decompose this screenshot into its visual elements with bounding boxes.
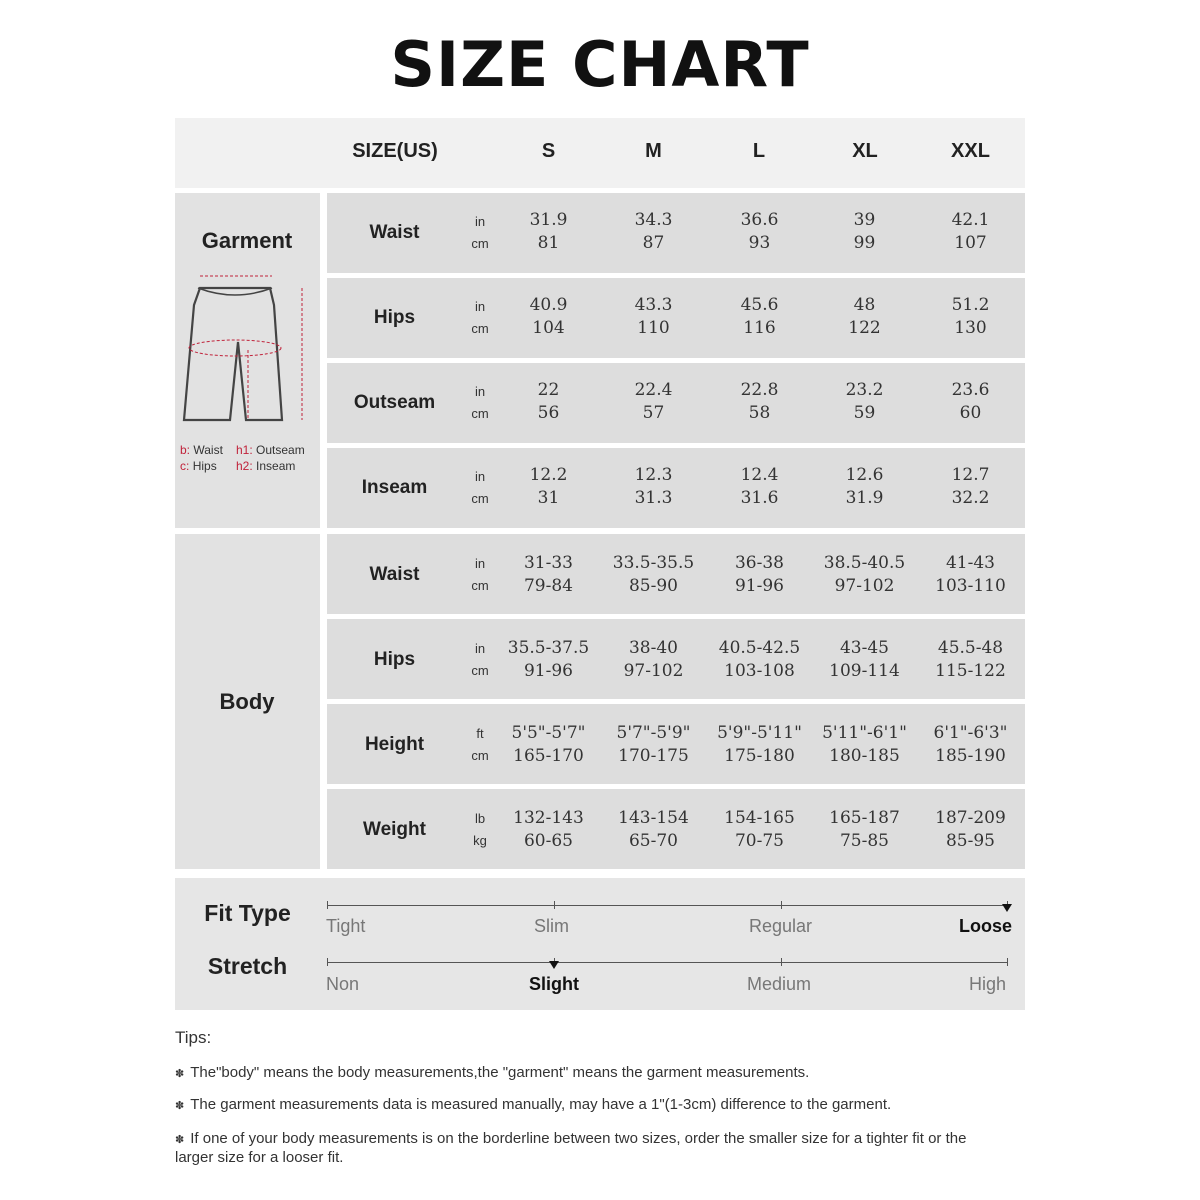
- cell-value: 87: [642, 233, 665, 253]
- cell-value: 104: [532, 318, 565, 338]
- cell-value: 93: [748, 233, 771, 253]
- cell-value: 23.6: [951, 380, 990, 400]
- row-label-body-weight: Weight: [363, 819, 426, 840]
- scale-tick: [327, 901, 328, 909]
- cell-value: 6'1"-6'3": [933, 723, 1008, 743]
- stretch-selected-marker: [549, 961, 559, 969]
- cell-value: 60-65: [523, 831, 573, 851]
- cell-value: 57: [642, 403, 665, 423]
- size-us-header: SIZE(US): [352, 140, 438, 162]
- cell-value: 12.3: [634, 465, 673, 485]
- stretch-option-1: Slight: [529, 974, 579, 994]
- cell-value: 99: [853, 233, 876, 253]
- cell-value: 33.5-35.5: [612, 553, 695, 573]
- garment-label: Garment: [201, 228, 293, 253]
- cell-value: 12.4: [740, 465, 779, 485]
- cell-value: 38-40: [628, 638, 678, 658]
- cell-value: 48: [853, 295, 876, 315]
- row-label-body-hips: Hips: [373, 649, 416, 670]
- cell-value: 185-190: [935, 746, 1006, 766]
- cell-value: 132-143: [513, 808, 584, 828]
- row-label-garment-hips: Hips: [373, 307, 416, 328]
- cell-value: 59: [853, 403, 876, 423]
- unit: in: [474, 556, 486, 571]
- cell-value: 65-70: [628, 831, 678, 851]
- unit: cm: [471, 491, 489, 506]
- cell-value: 34.3: [634, 210, 673, 230]
- cell-value: 31: [537, 488, 560, 508]
- cell-value: 5'7"-5'9": [616, 723, 691, 743]
- cell-value: 91-96: [523, 661, 573, 681]
- cell-value: 170-175: [618, 746, 689, 766]
- cell-value: 154-165: [724, 808, 795, 828]
- legend-hips: c: Hips: [180, 459, 217, 473]
- cell-value: 58: [748, 403, 771, 423]
- tip-item: ✽ If one of your body measurements is on the borderline between two sizes, order the smaller size for a tighter fit or the larger size for a looser fit.: [175, 1130, 967, 1166]
- cell-value: 81: [537, 233, 560, 253]
- fit-option-1: Slim: [534, 916, 569, 936]
- cell-value: 39: [853, 210, 876, 230]
- fit-option-2: Regular: [749, 916, 813, 936]
- cell-value: 36.6: [740, 210, 779, 230]
- cell-value: 85-95: [945, 831, 995, 851]
- cell-value: 75-85: [839, 831, 889, 851]
- cell-value: 22: [537, 380, 560, 400]
- unit: cm: [471, 748, 489, 763]
- unit: cm: [471, 406, 489, 421]
- cell-value: 130: [954, 318, 987, 338]
- fit-stretch-panel: [175, 878, 1025, 1010]
- cell-value: 31.6: [740, 488, 779, 508]
- page-title: SIZE CHART: [390, 28, 810, 101]
- cell-value: 103-108: [724, 661, 795, 681]
- size-header-m: M: [645, 140, 662, 162]
- cell-value: 41-43: [945, 553, 995, 573]
- row-label-garment-inseam: Inseam: [361, 477, 428, 498]
- stretch-option-0: Non: [326, 974, 360, 994]
- cell-value: 38.5-40.5: [823, 553, 906, 573]
- cell-value: 43.3: [634, 295, 673, 315]
- cell-value: 107: [954, 233, 987, 253]
- cell-value: 5'9"-5'11": [717, 723, 802, 743]
- unit: lb: [474, 811, 486, 826]
- cell-value: 165-170: [513, 746, 584, 766]
- cell-value: 103-110: [935, 576, 1006, 596]
- cell-value: 165-187: [829, 808, 900, 828]
- bullet-icon: ✽: [175, 1068, 185, 1080]
- cell-value: 5'11"-6'1": [822, 723, 907, 743]
- unit: cm: [471, 321, 489, 336]
- row-label-body-height: Height: [364, 734, 425, 755]
- cell-value: 97-102: [623, 661, 684, 681]
- fit-type-scale-line: [327, 905, 1008, 906]
- tip-item: ✽ The garment measurements data is measured manually, may have a 1"(1-3cm) difference to the garment.: [175, 1096, 892, 1113]
- cell-value: 36-38: [734, 553, 784, 573]
- size-header-xxl: XXL: [951, 140, 990, 162]
- fit-type-selected-marker: [1002, 904, 1012, 912]
- scale-tick: [781, 901, 782, 909]
- cell-value: 22.8: [740, 380, 779, 400]
- cell-value: 31.9: [529, 210, 568, 230]
- unit: kg: [473, 833, 487, 848]
- row-label-body-waist: Waist: [369, 564, 420, 585]
- cell-value: 12.2: [529, 465, 568, 485]
- legend-inseam: h2: Inseam: [236, 459, 296, 473]
- cell-value: 115-122: [935, 661, 1006, 681]
- cell-value: 5'5"-5'7": [511, 723, 586, 743]
- cell-value: 91-96: [734, 576, 784, 596]
- unit: in: [474, 641, 486, 656]
- fit-option-0: Tight: [326, 916, 366, 936]
- cell-value: 175-180: [724, 746, 795, 766]
- unit: cm: [471, 578, 489, 593]
- size-header-l: L: [752, 140, 766, 162]
- cell-value: 122: [848, 318, 881, 338]
- cell-value: 23.2: [845, 380, 884, 400]
- shorts-diagram-icon: [178, 270, 318, 440]
- body-label: Body: [219, 689, 275, 714]
- cell-value: 143-154: [618, 808, 689, 828]
- tips-title: Tips:: [175, 1028, 212, 1047]
- scale-tick: [1007, 958, 1008, 966]
- unit: in: [474, 299, 486, 314]
- bullet-icon: ✽: [175, 1100, 185, 1112]
- stretch-option-3: High: [969, 974, 1007, 994]
- unit: in: [474, 214, 486, 229]
- cell-value: 51.2: [951, 295, 990, 315]
- cell-value: 40.9: [529, 295, 568, 315]
- row-label-garment-outseam: Outseam: [353, 392, 436, 413]
- cell-value: 85-90: [628, 576, 678, 596]
- unit: ft: [476, 726, 484, 741]
- scale-tick: [327, 958, 328, 966]
- bullet-icon: ✽: [175, 1134, 185, 1146]
- scale-tick: [554, 901, 555, 909]
- size-header-xl: XL: [852, 140, 878, 162]
- cell-value: 79-84: [523, 576, 573, 596]
- cell-value: 187-209: [935, 808, 1006, 828]
- cell-value: 35.5-37.5: [507, 638, 590, 658]
- cell-value: 60: [959, 403, 982, 423]
- fit-option-3: Loose: [959, 916, 1013, 936]
- stretch-label: Stretch: [207, 953, 288, 979]
- scale-tick: [781, 958, 782, 966]
- cell-value: 40.5-42.5: [718, 638, 801, 658]
- cell-value: 116: [743, 318, 776, 338]
- cell-value: 31.9: [845, 488, 884, 508]
- cell-value: 12.6: [845, 465, 884, 485]
- cell-value: 32.2: [951, 488, 990, 508]
- cell-value: 45.6: [740, 295, 779, 315]
- cell-value: 31.3: [634, 488, 673, 508]
- unit: cm: [471, 236, 489, 251]
- cell-value: 70-75: [734, 831, 784, 851]
- cell-value: 110: [637, 318, 670, 338]
- cell-value: 56: [537, 403, 560, 423]
- stretch-scale-line: [327, 962, 1008, 963]
- cell-value: 42.1: [951, 210, 990, 230]
- unit: in: [474, 469, 486, 484]
- cell-value: 109-114: [829, 661, 900, 681]
- fit-type-label: Fit Type: [204, 900, 291, 926]
- size-header-s: S: [541, 140, 556, 162]
- unit: in: [474, 384, 486, 399]
- cell-value: 22.4: [634, 380, 673, 400]
- cell-value: 97-102: [834, 576, 895, 596]
- legend-outseam: h1: Outseam: [236, 443, 305, 457]
- cell-value: 31-33: [523, 553, 573, 573]
- cell-value: 180-185: [829, 746, 900, 766]
- stretch-option-2: Medium: [747, 974, 812, 994]
- legend-waist: b: Waist: [180, 443, 223, 457]
- tip-item: ✽ The"body" means the body measurements,the "garment" means the garment measurements.: [175, 1064, 810, 1081]
- row-label-garment-waist: Waist: [369, 222, 420, 243]
- cell-value: 45.5-48: [937, 638, 1004, 658]
- cell-value: 12.7: [951, 465, 990, 485]
- cell-value: 43-45: [839, 638, 889, 658]
- unit: cm: [471, 663, 489, 678]
